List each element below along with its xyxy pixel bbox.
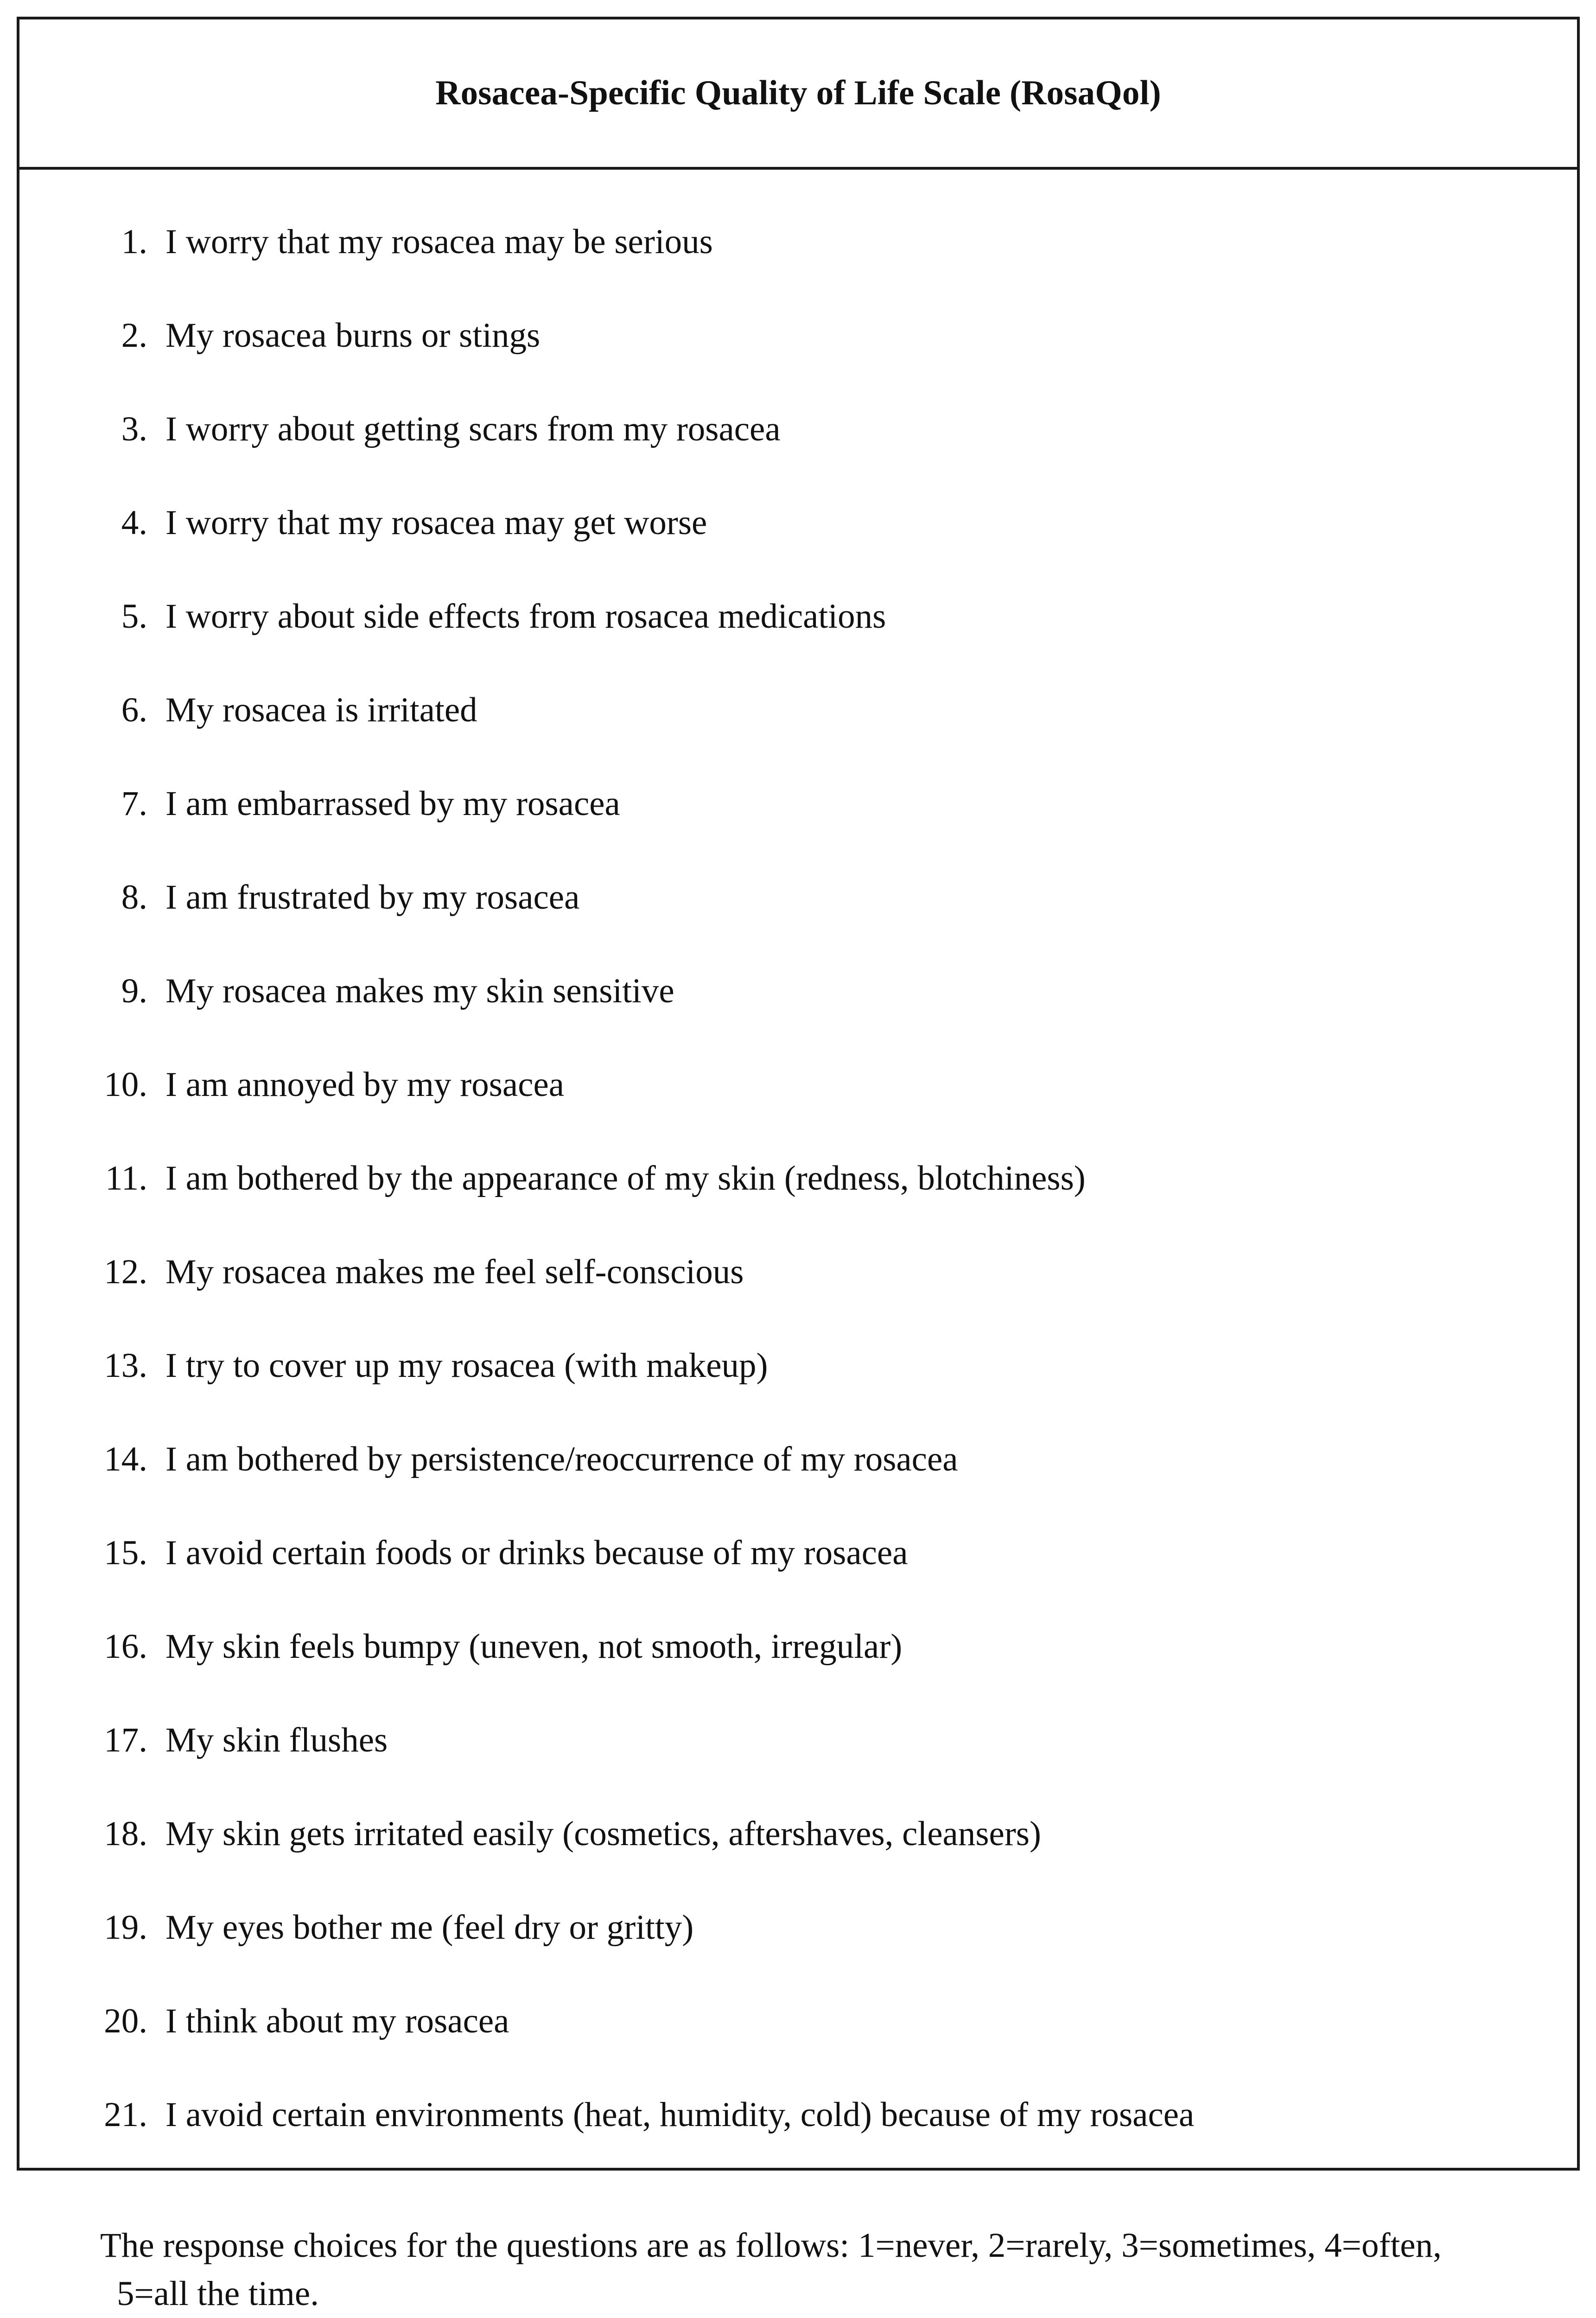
question-number: 14. [104,1440,147,1478]
question-item [19,1062,1577,1155]
question-number: 12. [104,1253,147,1291]
question-item [19,1904,1577,1998]
question-number: 6. [121,691,147,729]
question-text: I worry about getting scars from my rosacea [165,410,781,448]
question-text: My skin gets irritated easily (cosmetics, aftershaves, cleansers) [165,1815,1041,1853]
response-choices-note [100,2222,1556,2318]
table-title: Rosacea-Specific Quality of Life Scale (RosaQol) [435,74,1161,112]
note-line-2: 5=all the time. [117,2274,319,2313]
question-text: My skin flushes [165,1721,388,1759]
question-number: 21. [104,2095,147,2134]
question-text: I avoid certain environments (heat, humidity, cold) because of my rosacea [165,2095,1195,2134]
question-number: 13. [104,1346,147,1385]
question-number: 2. [121,316,147,355]
question-item [19,687,1577,781]
question-item [19,968,1577,1062]
question-text: My rosacea is irritated [165,691,477,729]
question-number: 16. [104,1627,147,1666]
question-number: 11. [105,1159,147,1197]
question-item [19,406,1577,500]
question-text: My skin feels bumpy (uneven, not smooth, irregular) [165,1627,903,1666]
question-item [19,1155,1577,1249]
question-text: I worry about side effects from rosacea medications [165,597,886,636]
question-item [19,593,1577,687]
question-text: My rosacea burns or stings [165,316,540,355]
question-text: I worry that my rosacea may get worse [165,503,707,542]
question-text: I am bothered by persistence/reoccurrence of my rosacea [165,1440,958,1478]
question-number: 17. [104,1721,147,1759]
question-number: 3. [121,410,147,448]
question-item [19,1811,1577,1904]
question-text: I avoid certain foods or drinks because of my rosacea [165,1534,908,1572]
question-item [19,874,1577,968]
question-number: 8. [121,878,147,917]
question-item [19,312,1577,406]
question-text: I worry that my rosacea may be serious [165,223,713,261]
question-item [19,1717,1577,1811]
question-text: My rosacea makes my skin sensitive [165,972,674,1010]
question-item [19,1624,1577,1717]
question-item [19,500,1577,593]
question-text: My eyes bother me (feel dry or gritty) [165,1908,694,1947]
question-item [19,219,1577,312]
question-list [19,219,1577,2185]
question-number: 15. [104,1534,147,1572]
question-number: 5. [121,597,147,636]
question-text: I am bothered by the appearance of my skin (redness, blotchiness) [165,1159,1086,1197]
question-item [19,1343,1577,1436]
question-item [19,1249,1577,1343]
question-text: My rosacea makes me feel self-conscious [165,1253,744,1291]
question-number: 19. [104,1908,147,1947]
note-line-1: The response choices for the questions are as follows: 1=never, 2=rarely, 3=sometimes, 4=often, [100,2226,1442,2265]
question-text: I think about my rosacea [165,2002,509,2040]
question-number: 9. [121,972,147,1010]
question-text: I am annoyed by my rosacea [165,1065,565,1104]
question-item [19,781,1577,874]
question-number: 7. [121,784,147,823]
question-item [19,1436,1577,1530]
question-number: 1. [121,223,147,261]
question-text: I try to cover up my rosacea (with makeup) [165,1346,768,1385]
question-number: 4. [121,503,147,542]
question-number: 10. [104,1065,147,1104]
table-header [19,19,1577,170]
question-item [19,1530,1577,1624]
question-text: I am embarrassed by my rosacea [165,784,620,823]
question-item [19,2092,1577,2185]
question-number: 18. [104,1815,147,1853]
question-item [19,1998,1577,2092]
question-text: I am frustrated by my rosacea [165,878,580,917]
question-number: 20. [104,2002,147,2040]
rosaqol-table [17,17,1580,2171]
